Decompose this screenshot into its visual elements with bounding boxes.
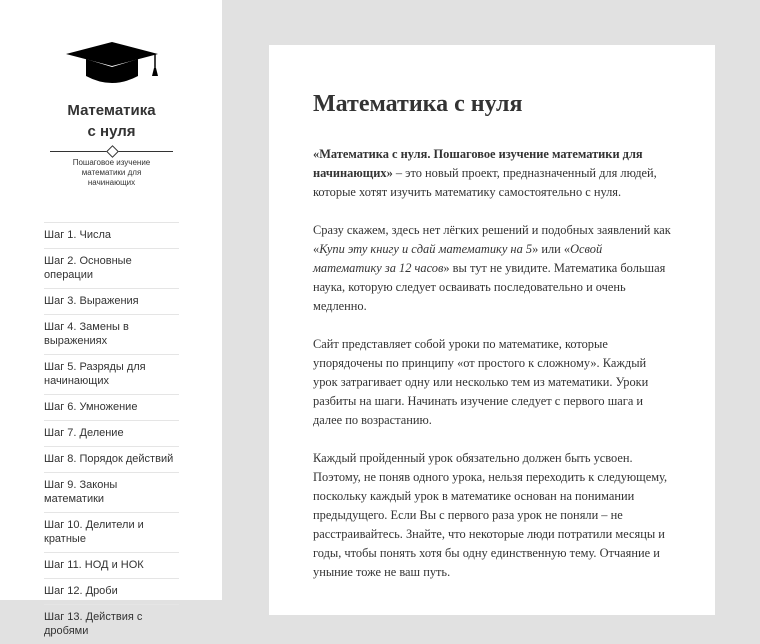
tagline-line: начинающих bbox=[87, 178, 136, 187]
nav-item-step-13[interactable]: Шаг 13. Действия с дробями bbox=[44, 604, 179, 644]
site-title-line[interactable]: Математика bbox=[67, 102, 156, 119]
site-branding[interactable] bbox=[44, 40, 179, 188]
paragraph-text: Сразу скажем, здесь нет лёгких решений и подобных заявлений как « bbox=[313, 223, 671, 256]
article-paragraph bbox=[313, 145, 673, 202]
page-title: Математика с нуля bbox=[313, 91, 523, 117]
paragraph-text: – это новый проект, предназначенный для людей, которые хотят изучить математику самостоятельно с нуля. bbox=[313, 166, 657, 199]
article-paragraph: Сайт представляет собой уроки по математике, которые упорядочены по принципу «от простого к сложному». Каждый урок затрагивает одну или несколько тем из математики. Уроки разбиты на шаги. Начинать изучение следует с первого шага и далее по возрастанию. bbox=[313, 337, 649, 427]
tagline-line: Пошаговое изучение bbox=[72, 158, 151, 167]
sidebar bbox=[0, 0, 222, 637]
nav-item-step-2[interactable]: Шаг 2. Основные операции bbox=[44, 248, 179, 288]
article-paragraph: Каждый пройденный урок обязательно должен быть усвоен. Поэтому, не поняв одного урока, нельзя переходить к следующему, поскольку каждый урок в математике основан на понимании предыдущего. Если Вы с первого раза урок не поняли – не расстраивайтесь. Знайте, что некоторые люди потратили месяцы и годы, чтобы понять хотя бы одну единственную тему. Отчаяние и уныние тоже не ваш путь. bbox=[313, 451, 668, 579]
main-content bbox=[269, 45, 715, 615]
tagline-line: математики для bbox=[81, 168, 142, 177]
nav-item-step-6[interactable]: Шаг 6. Умножение bbox=[44, 394, 179, 420]
article-body bbox=[313, 145, 673, 601]
title-divider bbox=[50, 146, 173, 156]
nav-item-step-5[interactable]: Шаг 5. Разряды для начинающих bbox=[44, 354, 179, 394]
nav-item-step-7[interactable]: Шаг 7. Деление bbox=[44, 420, 179, 446]
nav-item-step-11[interactable]: Шаг 11. НОД и НОК bbox=[44, 552, 179, 578]
nav-item-step-9[interactable]: Шаг 9. Законы математики bbox=[44, 472, 179, 512]
sidebar-nav bbox=[44, 222, 179, 644]
site-title[interactable] bbox=[44, 100, 179, 142]
quote-italic: Освой математику за 12 часов bbox=[313, 242, 603, 275]
paragraph-text: » или « bbox=[532, 242, 571, 256]
quote-italic: Купи эту книгу и сдай математику на 5 bbox=[319, 242, 533, 256]
nav-item-step-12[interactable]: Шаг 12. Дроби bbox=[44, 578, 179, 604]
nav-item-step-1[interactable]: Шаг 1. Числа bbox=[44, 222, 179, 248]
paragraph-text: » вы тут не увидите. Математика большая наука, которую следует осваивать последовательно и очень медленно. bbox=[313, 261, 666, 313]
nav-item-step-8[interactable]: Шаг 8. Порядок действий bbox=[44, 446, 179, 472]
project-name-bold: «Математика с нуля. Пошаговое изучение математики для начинающих» bbox=[313, 147, 643, 180]
article-paragraph bbox=[313, 221, 673, 316]
nav-item-step-3[interactable]: Шаг 3. Выражения bbox=[44, 288, 179, 314]
graduation-cap-icon[interactable] bbox=[62, 40, 162, 86]
nav-item-step-10[interactable]: Шаг 10. Делители и кратные bbox=[44, 512, 179, 552]
site-title-line[interactable]: с нуля bbox=[87, 123, 136, 140]
site-tagline bbox=[44, 158, 179, 188]
nav-item-step-4[interactable]: Шаг 4. Замены в выражениях bbox=[44, 314, 179, 354]
